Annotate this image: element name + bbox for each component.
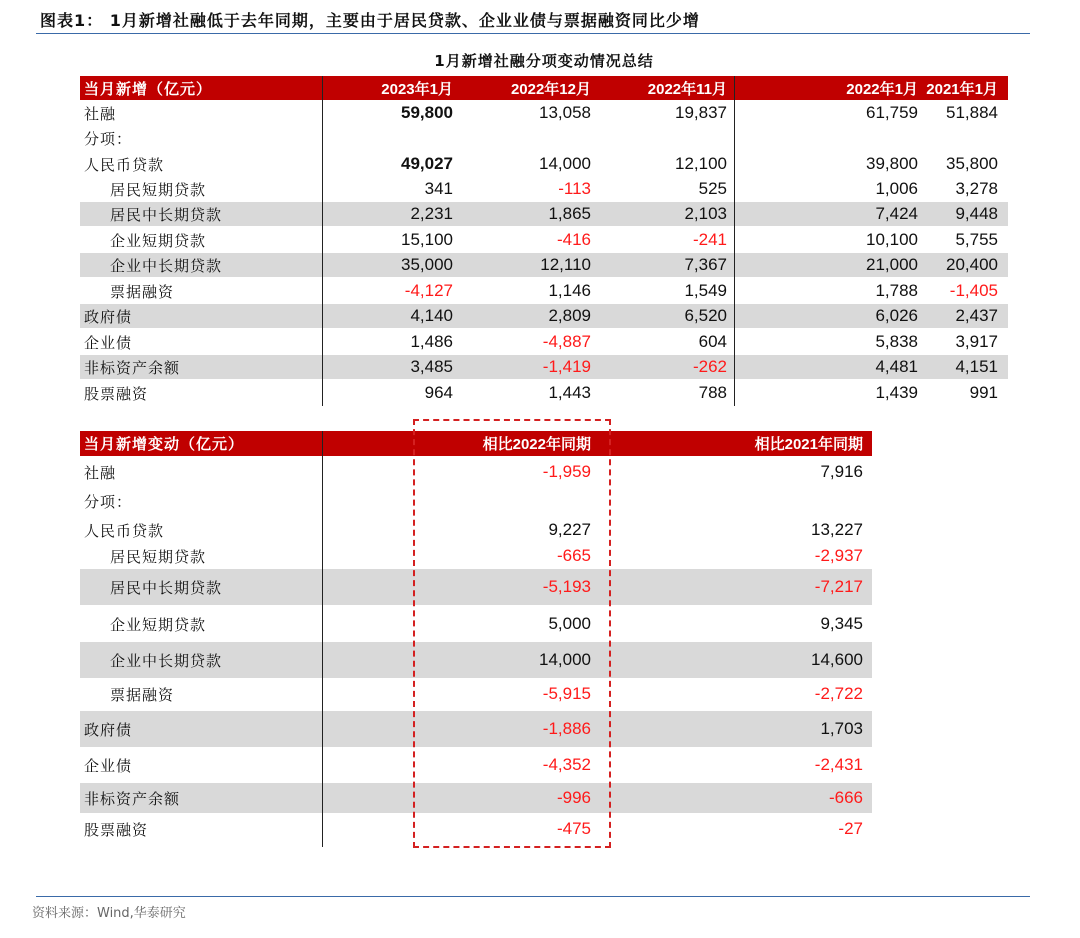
table1-value-cell: 991 <box>969 383 998 402</box>
table1-value-cell: 2,103 <box>684 204 727 223</box>
table1-value-cell: 3,278 <box>955 179 998 198</box>
table2-value-cell: -2,937 <box>814 546 863 565</box>
table1-row <box>80 126 1008 150</box>
table1-value-cell: 2,437 <box>955 306 998 325</box>
table2-value-cell: -2,431 <box>814 755 863 774</box>
table1-value-cell: 14,000 <box>539 154 591 173</box>
top-rule <box>36 33 1030 34</box>
table1-value-cell: 341 <box>424 179 453 198</box>
row-label: 社融 <box>84 104 117 123</box>
table1-value-cell: 59,800 <box>401 103 453 122</box>
table1-value-cell: 4,151 <box>955 357 998 376</box>
table2-value-cell: 1,703 <box>820 719 863 738</box>
table2-value-cell: 5,000 <box>548 614 591 633</box>
highlight-box-2022 <box>413 419 611 848</box>
table1-value-cell: 604 <box>698 332 727 351</box>
table2-value-cell: -475 <box>556 819 591 838</box>
table1-row <box>80 330 1008 354</box>
row-label: 政府债 <box>84 307 133 326</box>
table1-value-cell: 12,110 <box>540 255 591 274</box>
row-label: 股票融资 <box>84 384 149 403</box>
table2-value-cell: -5,915 <box>542 684 591 703</box>
row-label: 企业债 <box>84 333 133 352</box>
table2-value-cell: -996 <box>556 788 591 807</box>
table2-value-cell: -1,959 <box>542 462 591 481</box>
row-label: 企业债 <box>84 756 133 775</box>
source-note: 资料来源：Wind,华泰研究 <box>32 906 186 921</box>
table1-value-cell: 6,026 <box>875 306 918 325</box>
figure-title: 图表1： 1月新增社融低于去年同期，主要由于居民贷款、企业业债与票据融资同比少增 <box>40 11 700 30</box>
bottom-rule <box>36 896 1030 897</box>
table1-value-cell: 9,448 <box>955 204 998 223</box>
table2-header-col: 相比2022年同期 <box>482 436 591 453</box>
table1-value-cell: 4,481 <box>875 357 918 376</box>
table1-row <box>80 228 1008 252</box>
table1-value-cell: 3,485 <box>410 357 453 376</box>
row-label: 企业中长期贷款 <box>110 256 223 275</box>
table1-header-col: 2023年1月 <box>381 80 453 98</box>
table1-value-cell: 15,100 <box>401 230 453 249</box>
table2-value-cell: -666 <box>828 788 863 807</box>
table1-value-cell: -262 <box>692 357 727 376</box>
table1-value-cell: 788 <box>698 383 727 402</box>
table2-value-cell: 9,345 <box>820 614 863 633</box>
table1-value-cell: 12,100 <box>675 154 727 173</box>
table1-value-cell: 5,755 <box>955 230 998 249</box>
table1-value-cell: 20,400 <box>946 255 998 274</box>
table1-value-cell: 61,759 <box>866 103 918 122</box>
row-label: 居民短期贷款 <box>110 547 207 566</box>
table1-value-cell: -113 <box>558 179 591 198</box>
row-label: 居民短期贷款 <box>110 180 207 199</box>
row-label: 政府债 <box>84 720 133 739</box>
table1-header-col: 2022年11月 <box>647 80 727 98</box>
table1-header-label: 当月新增（亿元） <box>84 79 213 98</box>
table2-header-label: 当月新增变动（亿元） <box>84 435 245 453</box>
table2-value-cell: -5,193 <box>542 577 591 596</box>
table2-value-cell: -4,352 <box>542 755 591 774</box>
table1-row <box>80 381 1008 405</box>
table1-value-cell: 3,917 <box>955 332 998 351</box>
table1-header-col: 2022年1月 <box>846 80 918 98</box>
row-label: 企业短期贷款 <box>110 231 207 250</box>
table2-value-cell: -665 <box>556 546 591 565</box>
table1-value-cell: -416 <box>556 230 591 249</box>
row-label: 分项： <box>84 492 133 511</box>
table1-value-cell: 6,520 <box>684 306 727 325</box>
table1-value-cell: 1,486 <box>410 332 453 351</box>
table1-header-row <box>80 76 1008 100</box>
table1-value-cell: 4,140 <box>410 306 453 325</box>
table2-value-cell: 13,227 <box>811 520 863 539</box>
table1-value-cell: 1,006 <box>875 179 918 198</box>
row-label: 社融 <box>84 463 117 482</box>
table2-header-col: 相比2021年同期 <box>754 436 863 453</box>
table1-divider-right <box>734 76 735 406</box>
table1-value-cell: 51,884 <box>946 103 998 122</box>
table1-value-cell: 7,424 <box>875 204 918 223</box>
table1-row <box>80 152 1008 176</box>
table1-value-cell: 964 <box>424 383 453 402</box>
row-label: 票据融资 <box>110 282 175 301</box>
table1-divider-left <box>322 76 323 406</box>
table1-value-cell: 2,231 <box>410 204 453 223</box>
row-label: 企业中长期贷款 <box>110 651 223 670</box>
table1-value-cell: 35,800 <box>946 154 998 173</box>
table2-value-cell: -2,722 <box>814 684 863 703</box>
row-label: 分项： <box>84 129 133 148</box>
table1-value-cell: 19,837 <box>675 103 727 122</box>
row-label: 企业短期贷款 <box>110 615 207 634</box>
table2-value-cell: 9,227 <box>548 520 591 539</box>
table2-value-cell: -27 <box>838 819 863 838</box>
table1-row <box>80 304 1008 328</box>
table1-value-cell: -4,127 <box>404 281 453 300</box>
table2-divider-left <box>322 431 323 847</box>
table1-row <box>80 202 1008 226</box>
table1-value-cell: 35,000 <box>401 255 453 274</box>
table1-row <box>80 279 1008 303</box>
table1-header-col: 2021年1月 <box>926 80 998 98</box>
table1-value-cell: -1,419 <box>542 357 591 376</box>
table2-value-cell: 7,916 <box>820 462 863 481</box>
table1-row <box>80 101 1008 125</box>
row-label: 居民中长期贷款 <box>110 578 223 597</box>
table1-row <box>80 177 1008 201</box>
table1-value-cell: 1,146 <box>548 281 591 300</box>
table1-value-cell: 13,058 <box>539 103 591 122</box>
row-label: 股票融资 <box>84 820 149 839</box>
table2-value-cell: 14,000 <box>539 650 591 669</box>
table-title: 1月新增社融分项变动情况总结 <box>434 52 654 70</box>
table1-value-cell: 7,367 <box>684 255 727 274</box>
table1-value-cell: 1,788 <box>875 281 918 300</box>
row-label: 票据融资 <box>110 685 175 704</box>
table1-header-col: 2022年12月 <box>510 80 591 98</box>
row-label: 非标资产余额 <box>84 789 181 808</box>
row-label: 居民中长期贷款 <box>110 205 223 224</box>
table2-value-cell: -7,217 <box>814 577 863 596</box>
table1-value-cell: 1,865 <box>548 204 591 223</box>
table2-value-cell: -1,886 <box>542 719 591 738</box>
table1-value-cell: 10,100 <box>866 230 918 249</box>
table1-value-cell: 2,809 <box>548 306 591 325</box>
table1-value-cell: -1,405 <box>949 281 998 300</box>
table1-row <box>80 253 1008 277</box>
table1-row <box>80 355 1008 379</box>
row-label: 非标资产余额 <box>84 358 181 377</box>
table1-value-cell: 1,439 <box>875 383 918 402</box>
table1-value-cell: -241 <box>692 230 727 249</box>
row-label: 人民币贷款 <box>84 155 165 174</box>
table1-value-cell: -4,887 <box>542 332 591 351</box>
table1-value-cell: 39,800 <box>866 154 918 173</box>
table2-value-cell: 14,600 <box>811 650 863 669</box>
table1-value-cell: 5,838 <box>875 332 918 351</box>
row-label: 人民币贷款 <box>84 521 165 540</box>
table1-value-cell: 525 <box>698 179 727 198</box>
table1-value-cell: 49,027 <box>401 154 453 173</box>
table1-value-cell: 1,549 <box>684 281 727 300</box>
table1-value-cell: 1,443 <box>548 383 591 402</box>
table1-value-cell: 21,000 <box>866 255 918 274</box>
